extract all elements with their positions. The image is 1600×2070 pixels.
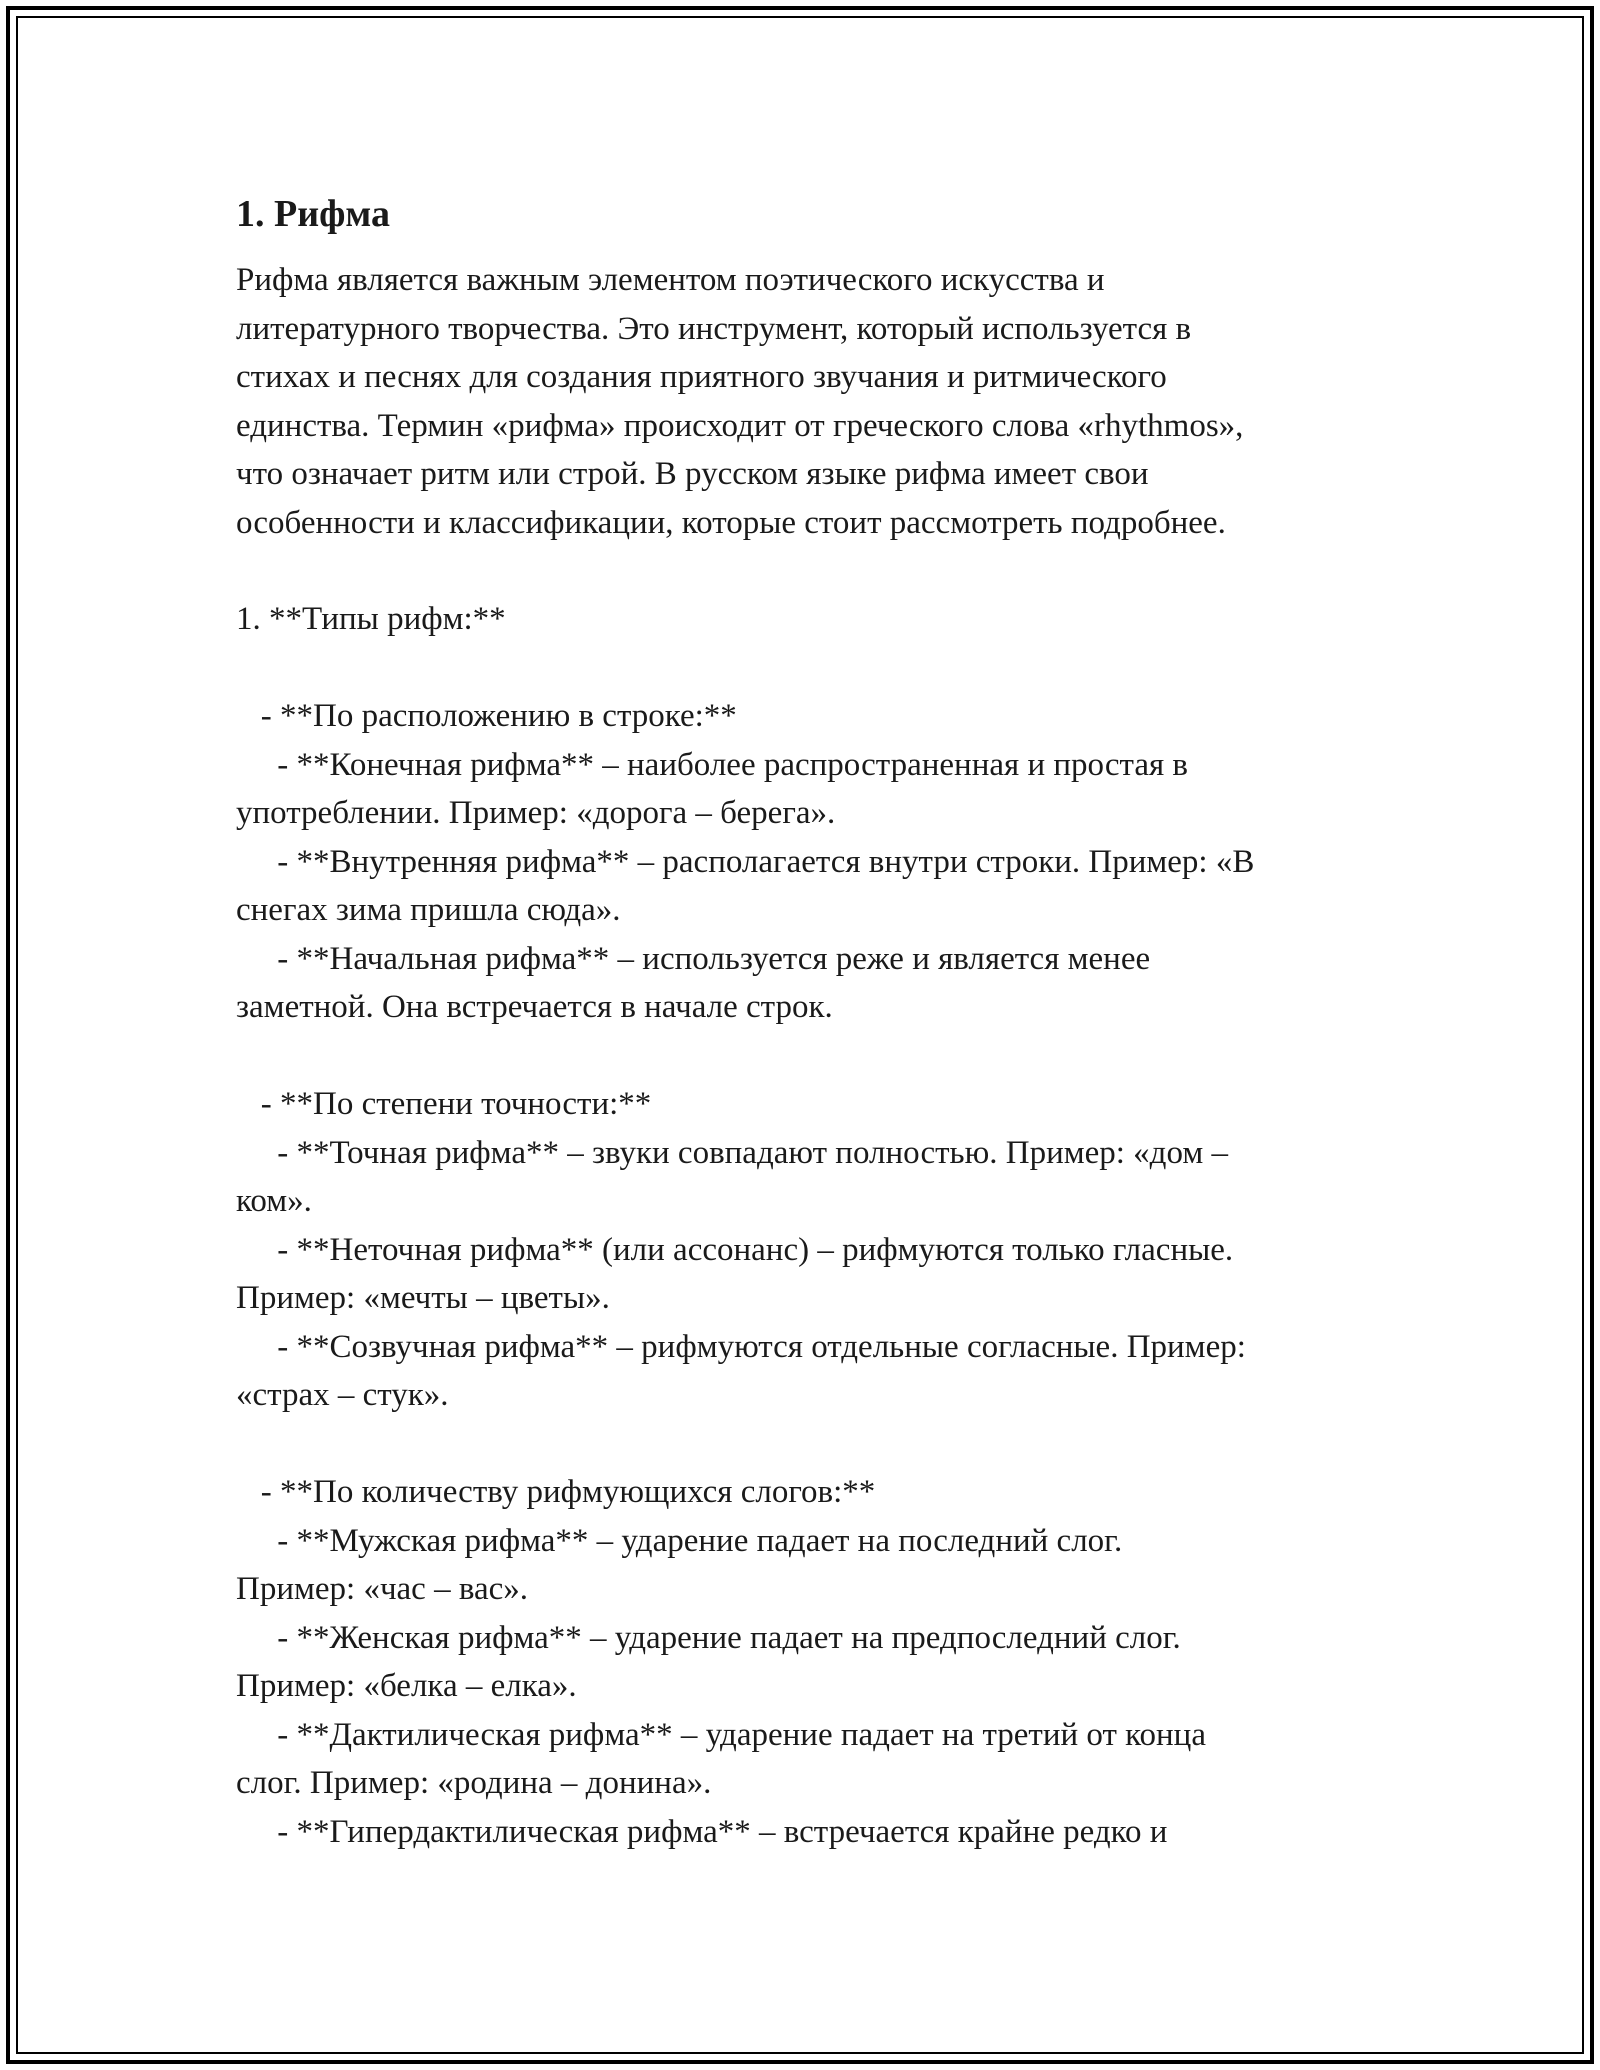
list-line: 1. **Типы рифм:** bbox=[236, 601, 506, 637]
list-line: Пример: «час – вас». bbox=[236, 1571, 529, 1607]
list-line: слог. Пример: «родина – донина». bbox=[236, 1765, 712, 1801]
list-line: употреблении. Пример: «дорога – берега». bbox=[236, 795, 836, 831]
list-line: - **Начальная рифма** – используется реже и является менее bbox=[236, 940, 1151, 977]
section-heading: 1. Рифма bbox=[236, 193, 391, 235]
blank-line bbox=[236, 1420, 1366, 1469]
list-line: - **Мужская рифма** – ударение падает на последний слог. bbox=[236, 1522, 1123, 1559]
list-line: Пример: «белка – елка». bbox=[236, 1668, 577, 1704]
list-line: - **Неточная рифма** (или ассонанс) – рифмуются только гласные. bbox=[236, 1231, 1234, 1268]
blank-line bbox=[236, 644, 1366, 693]
list-line: Пример: «мечты – цветы». bbox=[236, 1280, 610, 1316]
list-line: - **Дактилическая рифма** – ударение падает на третий от конца bbox=[236, 1716, 1206, 1753]
list-line: - **По степени точности:** bbox=[236, 1086, 652, 1122]
rhyme-types-list bbox=[236, 595, 1366, 1856]
intro-paragraph: Рифма является важным элементом поэтического искусства и литературного творчества. Это инструмент, который используется в стихах и песнях для создания приятного звучания и ритмического единства. Термин «рифма» происходит от греческого слова «rhythmos», что означает ритм или строй. В русском языке рифма имеет свои особенности и классификации, которые стоит рассмотреть подробнее. bbox=[236, 262, 1244, 541]
blank-line bbox=[236, 1032, 1366, 1081]
document-body bbox=[236, 190, 1366, 1856]
list-line: заметной. Она встречается в начале строк. bbox=[236, 989, 833, 1025]
list-line: - **Точная рифма** – звуки совпадают полностью. Пример: «дом – bbox=[236, 1134, 1228, 1171]
list-line: - **Созвучная рифма** – рифмуются отдельные согласные. Пример: bbox=[236, 1328, 1246, 1365]
list-line: «страх – стук». bbox=[236, 1377, 449, 1413]
list-line: - **По количеству рифмующихся слогов:** bbox=[236, 1474, 876, 1510]
list-line: - **Женская рифма** – ударение падает на предпоследний слог. bbox=[236, 1619, 1181, 1656]
list-line: - **Конечная рифма** – наиболее распространенная и простая в bbox=[236, 746, 1188, 783]
list-line: - **Внутренняя рифма** – располагается внутри строки. Пример: «В bbox=[236, 843, 1255, 880]
list-line: - **Гипердактилическая рифма** – встречается крайне редко и bbox=[236, 1813, 1168, 1850]
list-line: ком». bbox=[236, 1183, 312, 1219]
list-line: - **По расположению в строке:** bbox=[236, 698, 737, 734]
list-line: снегах зима пришла сюда». bbox=[236, 892, 621, 928]
